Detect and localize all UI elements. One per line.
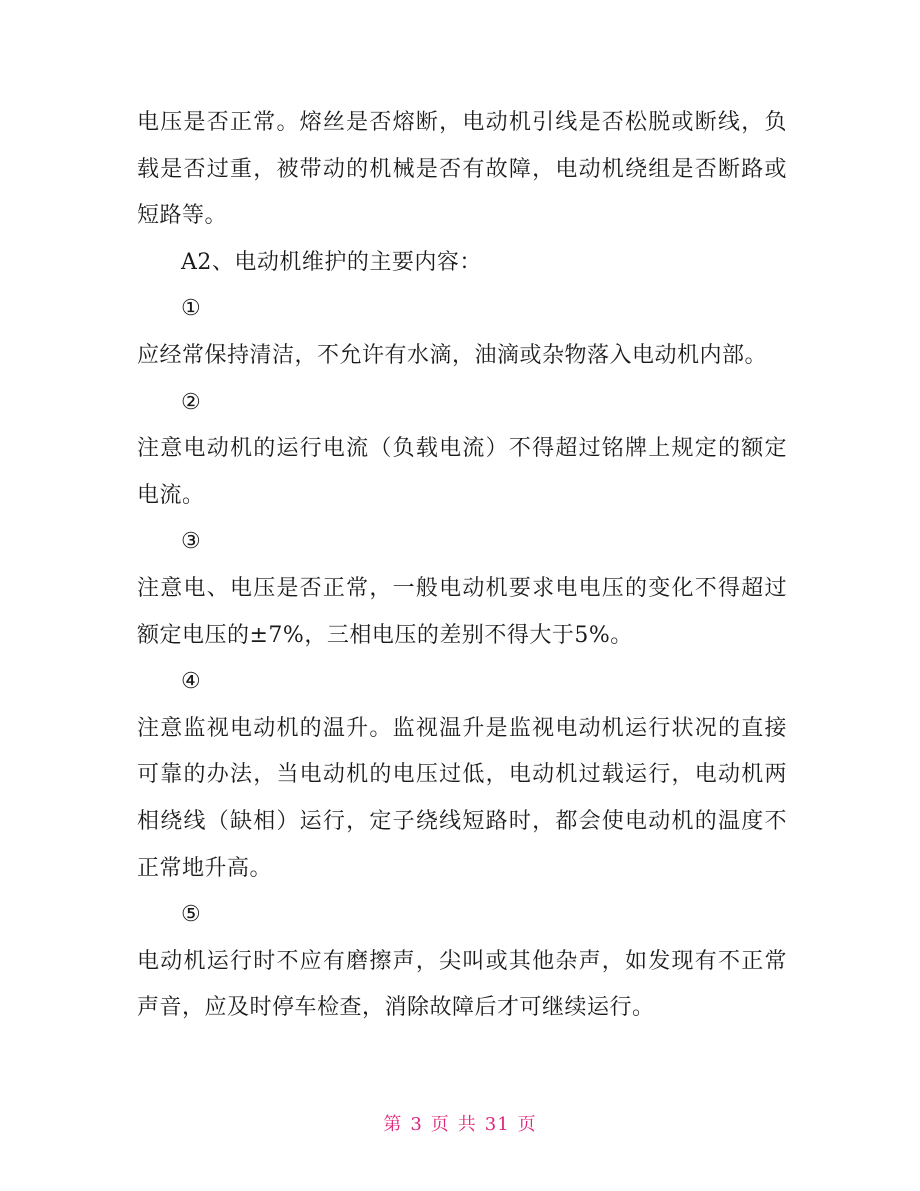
footer-current-page: 3 — [410, 1114, 423, 1135]
item-number-5: ⑤ — [181, 902, 202, 928]
paragraph-item-2: 注意电动机的运行电流（负载电流）不得超过铭牌上规定的额定电流。 — [137, 436, 787, 508]
paragraph-item-3: 注意电、电压是否正常，一般电动机要求电电压的变化不得超过额定电压的±7%，三相电压的差别不得大于5%。 — [137, 575, 787, 648]
paragraph-item-4: 注意监视电动机的温升。监视温升是监视电动机运行状况的直接可靠的办法，当电动机的电压过低，电动机过载运行，电动机两相绕线（缺相）运行，定子绕线短路时，都会使电动机的温度不正常地升高。 — [137, 715, 787, 881]
item-number-2: ② — [181, 389, 202, 415]
item-number-4: ④ — [181, 669, 202, 695]
item-number-3: ③ — [181, 529, 202, 555]
footer-label-total: 共 — [457, 1114, 477, 1135]
footer-label-prefix: 第 — [383, 1114, 403, 1135]
document-body — [137, 100, 787, 1032]
item-number-1: ① — [181, 296, 202, 322]
section-heading-a2: A2、电动机维护的主要内容： — [181, 249, 482, 275]
paragraph-1: 电压是否正常。熔丝是否熔断，电动机引线是否松脱或断线，负载是否过重，被带动的机械是否有故障，电动机绕组是否断路或短路等。 — [137, 110, 787, 229]
paragraph-item-5: 电动机运行时不应有磨擦声，尖叫或其他杂声，如发现有不正常声音，应及时停车检查，消除故障后才可继续运行。 — [137, 948, 787, 1021]
footer-label-page: 页 — [430, 1114, 450, 1135]
footer-total-pages: 31 — [484, 1114, 510, 1135]
paragraph-item-1: 应经常保持清洁，不允许有水滴，油滴或杂物落入电动机内部。 — [137, 342, 768, 368]
footer-label-suffix: 页 — [517, 1114, 537, 1135]
page-footer — [0, 1110, 920, 1136]
